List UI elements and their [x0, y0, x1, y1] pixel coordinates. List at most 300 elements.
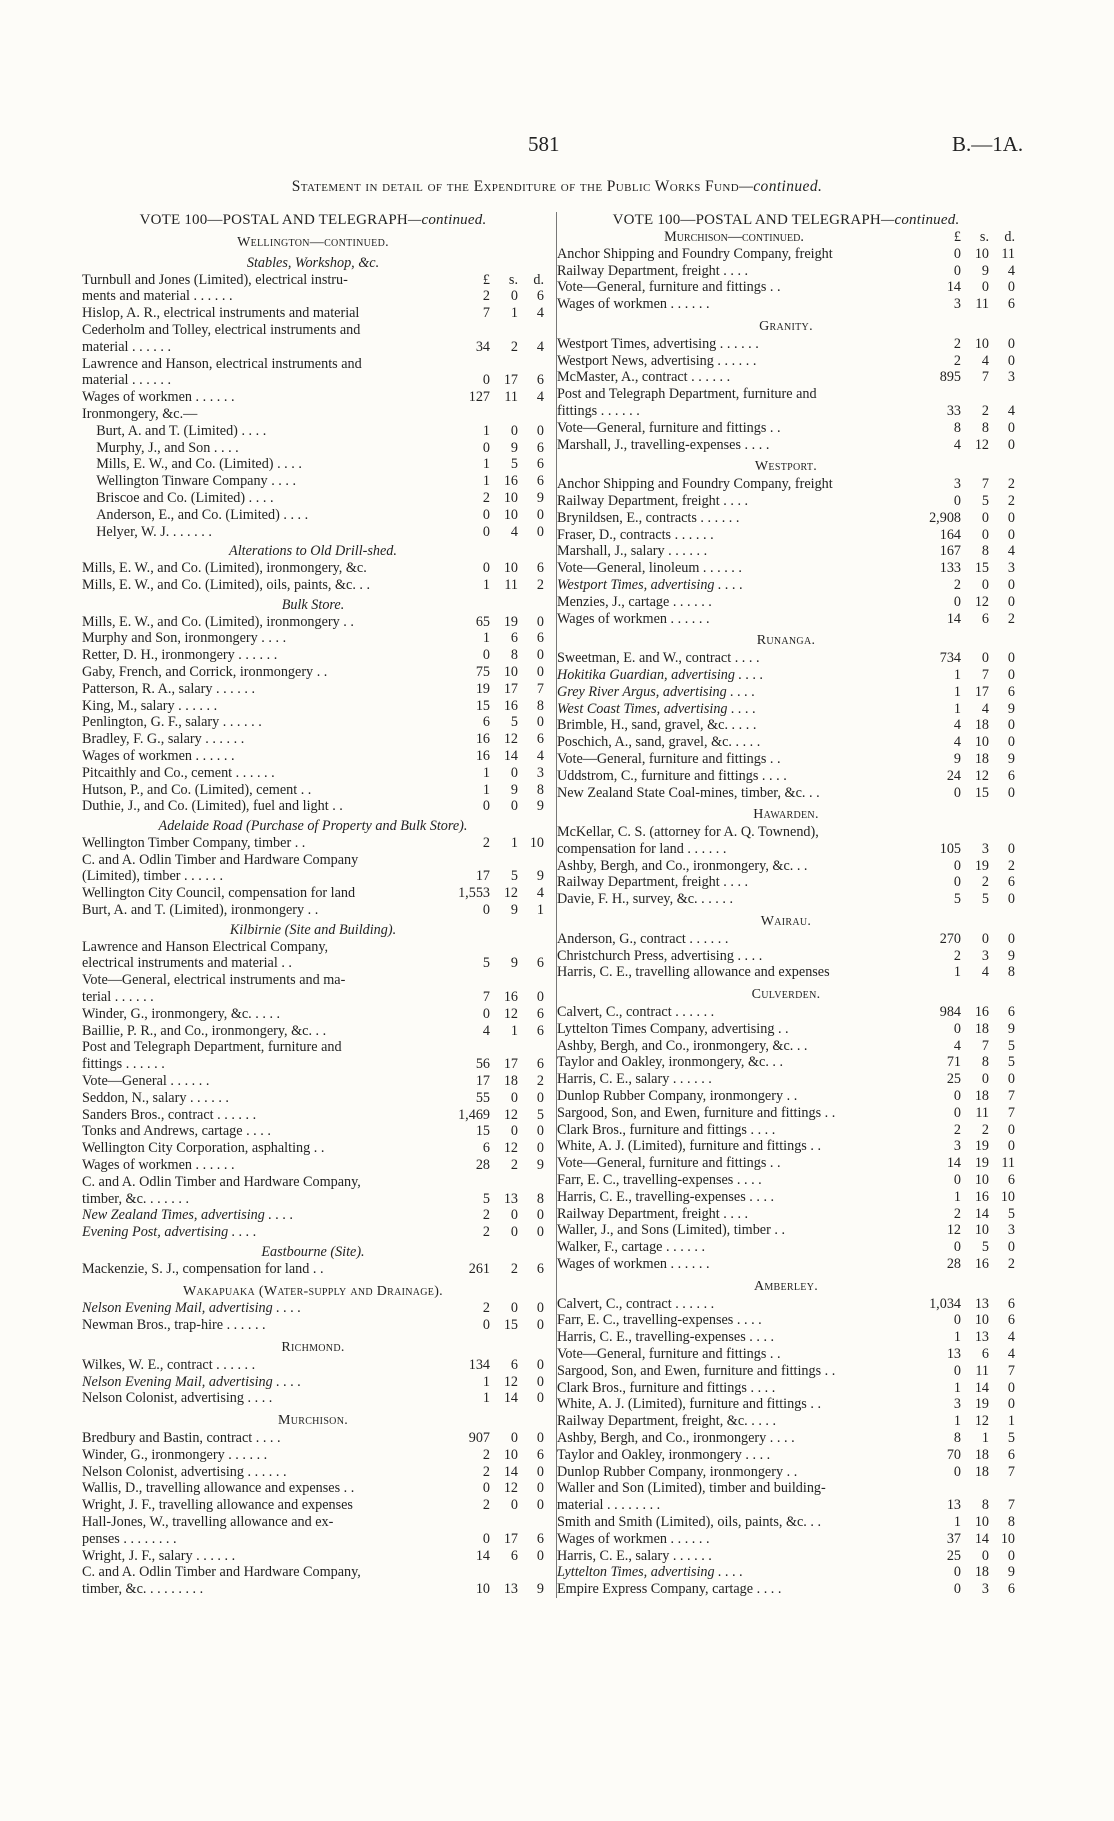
ledger-row	[557, 1480, 1015, 1497]
entry-description: Murphy and Son, ironmongery . . . .	[82, 630, 287, 647]
amount-pence: d.	[533, 271, 544, 288]
ledger-row	[557, 543, 1015, 560]
amount-pounds: 3	[953, 296, 961, 313]
amount-pounds: 0	[953, 1088, 961, 1105]
amount-pence: 11	[1001, 245, 1015, 262]
entry-description: New Zealand State Coal-mines, timber, &c. . .	[557, 784, 820, 801]
amount-pence: 0	[536, 1207, 544, 1224]
ledger-row	[557, 1172, 1015, 1189]
amount-pounds: £	[482, 271, 490, 288]
entry-amount	[911, 296, 1015, 313]
ledger-row	[82, 507, 544, 524]
entry-amount	[440, 423, 544, 440]
amount-shillings: 12	[503, 1106, 518, 1123]
amount-pence: 10	[529, 834, 544, 851]
amount-shillings: 3	[981, 947, 989, 964]
entry-description: material . . . . . .	[82, 372, 172, 389]
amount-shillings: 0	[510, 1497, 518, 1514]
amount-shillings: 10	[974, 245, 989, 262]
entry-description: Nelson Colonist, advertising . . . . . .	[82, 1463, 287, 1480]
ledger-row	[82, 1514, 544, 1531]
ledger-row	[82, 1039, 544, 1056]
entry-description: Hokitika Guardian, advertising . . . .	[557, 666, 764, 683]
ledger-row	[82, 524, 544, 541]
ledger-row	[82, 614, 544, 631]
amount-pounds: 1	[482, 422, 490, 439]
amount-pence: 6	[536, 560, 544, 577]
ledger-row	[82, 1548, 544, 1565]
amount-pounds: 1,034	[929, 1295, 961, 1312]
amount-pence: 0	[536, 1224, 544, 1241]
amount-shillings: 0	[510, 1224, 518, 1241]
amount-shillings: 12	[503, 1005, 518, 1022]
ledger-row	[82, 989, 544, 1006]
entry-amount	[911, 1054, 1015, 1071]
amount-pence: 10	[1000, 1188, 1015, 1205]
ledger-row	[82, 1261, 544, 1278]
ledger-row	[557, 1038, 1015, 1055]
amount-pence: 0	[1007, 930, 1015, 947]
amount-shillings: 16	[974, 1004, 989, 1021]
amount-shillings: 0	[981, 526, 989, 543]
amount-shillings: 11	[975, 296, 989, 313]
amount-pounds: 16	[475, 747, 490, 764]
entry-description: Wages of workmen . . . . . .	[82, 389, 235, 406]
entry-amount	[440, 1056, 544, 1073]
ledger-row	[82, 1564, 544, 1581]
entry-amount	[440, 1107, 544, 1124]
amount-pounds: 105	[939, 840, 961, 857]
amount-pounds: 133	[939, 560, 961, 577]
section-heading: Wakapuaka (Water-supply and Drainage).	[183, 1283, 443, 1299]
amount-pence: 2	[1007, 476, 1015, 493]
amount-shillings: 10	[974, 1172, 989, 1189]
entry-amount	[911, 527, 1015, 544]
ledger-row	[557, 403, 1015, 420]
amount-shillings: 13	[503, 1190, 518, 1207]
subsection-heading: Adelaide Road (Purchase of Property and Bulk Store).	[158, 818, 468, 835]
amount-shillings: 6	[981, 1346, 989, 1362]
ledger-row	[82, 972, 544, 989]
entry-description: Lyttelton Times, advertising . . . .	[557, 1564, 743, 1581]
entry-amount	[911, 510, 1015, 527]
entry-description: Westport Times, advertising . . . . . .	[557, 335, 759, 352]
entry-description: Calvert, C., contract . . . . . .	[557, 1295, 715, 1312]
entry-description: Sargood, Son, and Ewen, furniture and fittings . .	[557, 1362, 836, 1379]
amount-pence: 8	[1007, 1513, 1015, 1530]
entry-amount	[440, 681, 544, 698]
entry-amount	[911, 1189, 1015, 1206]
amount-pounds: 984	[939, 1004, 961, 1021]
ledger-row	[82, 1430, 544, 1447]
amount-shillings: 1	[510, 834, 518, 851]
amount-pounds: 9	[953, 750, 961, 767]
amount-pounds: 17	[475, 1073, 490, 1090]
amount-pounds: 0	[953, 593, 961, 610]
entry-amount	[440, 1300, 544, 1317]
amount-pounds: 2	[482, 489, 490, 506]
entry-amount	[440, 1464, 544, 1481]
amount-pounds: 15	[475, 1123, 490, 1140]
amount-pence: 0	[536, 1373, 544, 1390]
ledger-row	[557, 527, 1015, 544]
amount-pence: 0	[1007, 279, 1015, 296]
entry-description: King, M., salary . . . . . .	[82, 697, 218, 714]
amount-pence: 6	[1007, 1172, 1015, 1189]
entry-amount	[440, 630, 544, 647]
ledger-row	[82, 852, 544, 869]
amount-pence: 5	[1007, 1054, 1015, 1071]
entry-amount	[440, 440, 544, 457]
amount-pounds: 0	[482, 372, 490, 389]
ledger-row	[82, 955, 544, 972]
entry-amount	[440, 305, 544, 322]
entry-description: McKellar, C. S. (attorney for A. Q. Townend),	[557, 824, 819, 841]
ledger-row	[82, 1174, 544, 1191]
entry-description: Uddstrom, C., furniture and fittings . . . .	[557, 767, 787, 784]
ledger-row	[557, 263, 1015, 280]
amount-pence: 6	[1007, 1581, 1015, 1598]
amount-pounds: 2	[482, 1446, 490, 1463]
amount-pence: 5	[536, 1106, 544, 1123]
amount-pence: 4	[1007, 543, 1015, 560]
amount-shillings: 4	[981, 964, 989, 981]
entry-description: Lawrence and Hanson Electrical Company,	[82, 938, 329, 955]
amount-pounds: 14	[946, 1155, 961, 1172]
amount-pounds: 0	[953, 245, 961, 262]
ledger-row	[82, 1581, 544, 1598]
ledger-row	[557, 279, 1015, 296]
amount-pence: 6	[1007, 296, 1015, 313]
page-number: 581	[528, 132, 560, 156]
amount-pounds: 37	[946, 1530, 961, 1547]
ledger-row	[82, 1464, 544, 1481]
section-heading: Murchison.	[277, 1413, 349, 1429]
amount-shillings: 10	[503, 506, 518, 523]
ledger-row	[557, 1329, 1015, 1346]
amount-shillings: 2	[981, 1121, 989, 1138]
subsection-heading: Kilbirnie (Site and Building).	[229, 921, 397, 938]
amount-shillings: 2	[981, 874, 989, 891]
amount-pence: 5	[1007, 1205, 1015, 1222]
amount-pence: 9	[1007, 1020, 1015, 1037]
page-reference: B.—1A.	[952, 132, 1024, 156]
ledger-row	[82, 1224, 544, 1241]
ledger-row	[557, 611, 1015, 628]
amount-pence: 8	[1007, 964, 1015, 981]
ledger-row	[557, 1380, 1015, 1397]
amount-pounds: 0	[482, 439, 490, 456]
entry-description: Bredbury and Bastin, contract . . . .	[82, 1429, 281, 1446]
entry-description: Wellington City Corporation, asphalting . .	[82, 1140, 325, 1157]
amount-pence: 0	[536, 1089, 544, 1106]
amount-pence: 6	[536, 456, 544, 473]
ledger-row	[82, 902, 544, 919]
amount-shillings: 15	[974, 560, 989, 577]
amount-shillings: 16	[974, 1188, 989, 1205]
amount-pounds: 4	[482, 1022, 490, 1039]
currency-header	[911, 229, 1015, 246]
amount-pence: 0	[1007, 840, 1015, 857]
amount-shillings: 18	[503, 1073, 518, 1090]
section-heading: Westport.	[754, 459, 818, 475]
ledger-row	[557, 1256, 1015, 1273]
amount-pence: 6	[1007, 1004, 1015, 1021]
entry-description: Cederholm and Tolley, electrical instruments and	[82, 321, 361, 338]
entry-amount	[440, 1224, 544, 1241]
ledger-row	[82, 1107, 544, 1124]
amount-pounds: 0	[482, 1005, 490, 1022]
entry-amount	[440, 372, 544, 389]
ledger-row	[557, 594, 1015, 611]
ledger-row	[557, 437, 1015, 454]
ledger-row	[557, 386, 1015, 403]
amount-pounds: 0	[953, 492, 961, 509]
amount-pence: 6	[1007, 1312, 1015, 1329]
amount-pounds: 13	[946, 1497, 961, 1514]
entry-description: Poschich, A., sand, gravel, &c. . . . .	[557, 734, 761, 751]
amount-shillings: 12	[503, 1373, 518, 1390]
amount-shillings: 13	[974, 1329, 989, 1346]
ledger-row	[82, 339, 544, 356]
amount-pence: 9	[1007, 1564, 1015, 1581]
entry-amount	[911, 1256, 1015, 1273]
amount-pence: 0	[536, 989, 544, 1006]
entry-description: Sanders Bros., contract . . . . . .	[82, 1106, 257, 1123]
entry-amount	[440, 902, 544, 919]
amount-shillings: 8	[981, 419, 989, 436]
amount-shillings: 19	[974, 1155, 989, 1172]
entry-description: Harris, C. E., salary . . . . . .	[557, 1547, 712, 1564]
entry-amount	[440, 885, 544, 902]
ledger-row	[557, 369, 1015, 386]
vote-heading-left-suffix: —continued.	[407, 212, 487, 228]
amount-shillings: 12	[503, 885, 518, 902]
entry-description: Wright, J. F., salary . . . . . .	[82, 1547, 236, 1564]
amount-shillings: 17	[503, 680, 518, 697]
amount-shillings: 12	[974, 436, 989, 453]
amount-shillings: 18	[974, 1020, 989, 1037]
amount-shillings: 4	[981, 700, 989, 717]
amount-pounds: 2	[953, 352, 961, 369]
amount-pounds: 907	[468, 1429, 490, 1446]
amount-pounds: 15	[475, 697, 490, 714]
amount-shillings: 14	[974, 1205, 989, 1222]
ledger-row	[557, 858, 1015, 875]
entry-description: Wages of workmen . . . . . .	[82, 1157, 235, 1174]
amount-shillings: 2	[510, 1157, 518, 1174]
left-column-entries	[82, 235, 544, 1598]
entry-amount	[440, 1123, 544, 1140]
ledger-row	[82, 1123, 544, 1140]
amount-shillings: 11	[504, 389, 518, 406]
amount-shillings: 10	[974, 734, 989, 751]
amount-pounds: 65	[475, 613, 490, 630]
ledger-row	[82, 748, 544, 765]
ledger-row	[557, 1206, 1015, 1223]
amount-pounds: 55	[475, 1089, 490, 1106]
amount-pence: 2	[1007, 610, 1015, 627]
entry-amount	[911, 437, 1015, 454]
entry-description: material . . . . . . . .	[557, 1497, 661, 1514]
amount-shillings: 6	[981, 610, 989, 627]
entry-amount	[911, 964, 1015, 981]
entry-description: White, A. J. (Limited), furniture and fittings . .	[557, 1396, 821, 1413]
amount-pence: 0	[536, 506, 544, 523]
entry-amount	[440, 1317, 544, 1334]
entry-description: Hall-Jones, W., travelling allowance and ex-	[82, 1513, 334, 1530]
amount-pounds: 1	[482, 473, 490, 490]
amount-pounds: 4	[953, 1037, 961, 1054]
amount-pounds: 1	[953, 683, 961, 700]
entry-description: Vote—General, linoleum . . . . . .	[557, 560, 742, 577]
entry-description: Duthie, J., and Co. (Limited), fuel and light . .	[82, 798, 343, 815]
amount-pounds: 6	[482, 1140, 490, 1157]
entry-description: Sweetman, E. and W., contract . . . .	[557, 650, 760, 667]
entry-description: Harris, C. E., travelling-expenses . . . .	[557, 1188, 775, 1205]
entry-description: Westport Times, advertising . . . .	[557, 576, 743, 593]
amount-pence: 9	[536, 1581, 544, 1598]
ledger-row	[82, 372, 544, 389]
amount-shillings: 5	[510, 714, 518, 731]
ledger-row	[557, 1312, 1015, 1329]
entry-description: fittings . . . . . .	[82, 1056, 165, 1073]
ledger-row	[557, 1531, 1015, 1548]
entry-amount	[911, 279, 1015, 296]
entry-amount	[440, 1480, 544, 1497]
subsection-heading: Bulk Store.	[281, 596, 345, 613]
amount-pence: 6	[536, 630, 544, 647]
entry-description: terial . . . . . .	[82, 989, 154, 1006]
amount-shillings: 18	[974, 1446, 989, 1463]
amount-pence: 9	[1007, 947, 1015, 964]
entry-description: Tonks and Andrews, cartage . . . .	[82, 1123, 271, 1140]
statement-title	[0, 178, 1114, 196]
amount-pounds: 1	[953, 1329, 961, 1346]
ledger-row	[557, 296, 1015, 313]
entry-amount	[440, 1191, 544, 1208]
ledger-row	[557, 1447, 1015, 1464]
entry-description: Briscoe and Co. (Limited) . . . .	[82, 489, 274, 506]
amount-pounds: 3	[953, 1396, 961, 1413]
ledger-row	[82, 1497, 544, 1514]
amount-pounds: 0	[953, 1463, 961, 1480]
entry-description: Winder, G., ironmongery, &c. . . . .	[82, 1005, 281, 1022]
amount-pounds: 1	[953, 700, 961, 717]
ledger-row	[557, 701, 1015, 718]
amount-shillings: 7	[981, 1037, 989, 1054]
ledger-row	[82, 1056, 544, 1073]
entry-amount	[911, 1396, 1015, 1413]
entry-description: Railway Department, freight, &c. . . . .	[557, 1413, 777, 1430]
amount-pounds: 5	[953, 891, 961, 908]
ledger-row	[82, 440, 544, 457]
ledger-row	[82, 664, 544, 681]
ledger-row	[82, 272, 544, 289]
entry-description: Harris, C. E., travelling-expenses . . . .	[557, 1329, 775, 1346]
amount-shillings: 13	[503, 1581, 518, 1598]
amount-pounds: 7	[482, 989, 490, 1006]
amount-shillings: 6	[510, 630, 518, 647]
ledger-row	[82, 1480, 544, 1497]
amount-pence: 0	[1007, 335, 1015, 352]
entry-description: Clark Bros., furniture and fittings . . . .	[557, 1379, 776, 1396]
amount-pounds: 12	[946, 1222, 961, 1239]
amount-pounds: 1	[953, 964, 961, 981]
ledger-row	[557, 1464, 1015, 1481]
entry-amount	[440, 1447, 544, 1464]
entry-amount	[911, 1447, 1015, 1464]
entry-amount	[911, 577, 1015, 594]
amount-pounds: 1	[482, 576, 490, 593]
entry-amount	[440, 748, 544, 765]
entry-amount	[911, 611, 1015, 628]
amount-pence: 6	[536, 1056, 544, 1073]
entry-amount	[440, 835, 544, 852]
entry-description: Ashby, Bergh, and Co., ironmongery . . . .	[557, 1429, 795, 1446]
entry-description: Taylor and Oakley, ironmongery, &c. . .	[557, 1054, 784, 1071]
ledger-row	[82, 1317, 544, 1334]
entry-description: Clark Bros., furniture and fittings . . . .	[557, 1121, 776, 1138]
amount-pence: 6	[536, 1530, 544, 1547]
entry-amount	[440, 339, 544, 356]
entry-amount	[440, 1006, 544, 1023]
shillings-header: s.	[979, 229, 989, 245]
amount-pounds: 70	[946, 1446, 961, 1463]
amount-pounds: 261	[468, 1260, 490, 1277]
ledger-row	[557, 1497, 1015, 1514]
amount-shillings: 0	[510, 422, 518, 439]
ledger-row	[557, 353, 1015, 370]
entry-amount	[911, 701, 1015, 718]
amount-shillings: 19	[974, 1396, 989, 1413]
entry-description: Railway Department, freight . . . .	[557, 874, 749, 891]
amount-pounds: 6	[482, 714, 490, 731]
entry-amount	[440, 490, 544, 507]
ledger-row	[557, 931, 1015, 948]
ledger-row	[557, 336, 1015, 353]
entry-description: Railway Department, freight . . . .	[557, 1205, 749, 1222]
amount-pence: 4	[536, 747, 544, 764]
entry-amount	[440, 1157, 544, 1174]
entry-amount	[911, 263, 1015, 280]
ledger-row	[557, 1396, 1015, 1413]
amount-pounds: 0	[482, 506, 490, 523]
ledger-row	[557, 964, 1015, 981]
amount-shillings: 1	[510, 305, 518, 322]
amount-pounds: 7	[482, 305, 490, 322]
amount-shillings: 18	[974, 750, 989, 767]
amount-shillings: 0	[510, 288, 518, 305]
amount-shillings: 9	[510, 439, 518, 456]
entry-description: Marshall, J., travelling-expenses . . . .	[557, 436, 770, 453]
ledger-row	[557, 1222, 1015, 1239]
ledger-row	[557, 1071, 1015, 1088]
amount-shillings: 0	[510, 798, 518, 815]
ledger-row	[82, 765, 544, 782]
ledger-row	[557, 246, 1015, 263]
amount-pounds: 0	[953, 1020, 961, 1037]
amount-pence: 0	[1007, 1547, 1015, 1564]
ledger-row	[557, 1548, 1015, 1565]
entry-amount	[440, 1023, 544, 1040]
amount-pence: 0	[536, 1390, 544, 1407]
entry-description: Dunlop Rubber Company, ironmongery . .	[557, 1463, 798, 1480]
amount-pence: 7	[536, 680, 544, 697]
entry-description: timber, &c. . . . . . . . .	[82, 1581, 204, 1598]
subsection-heading: Stables, Workshop, &c.	[246, 254, 380, 271]
amount-shillings: 9	[510, 781, 518, 798]
